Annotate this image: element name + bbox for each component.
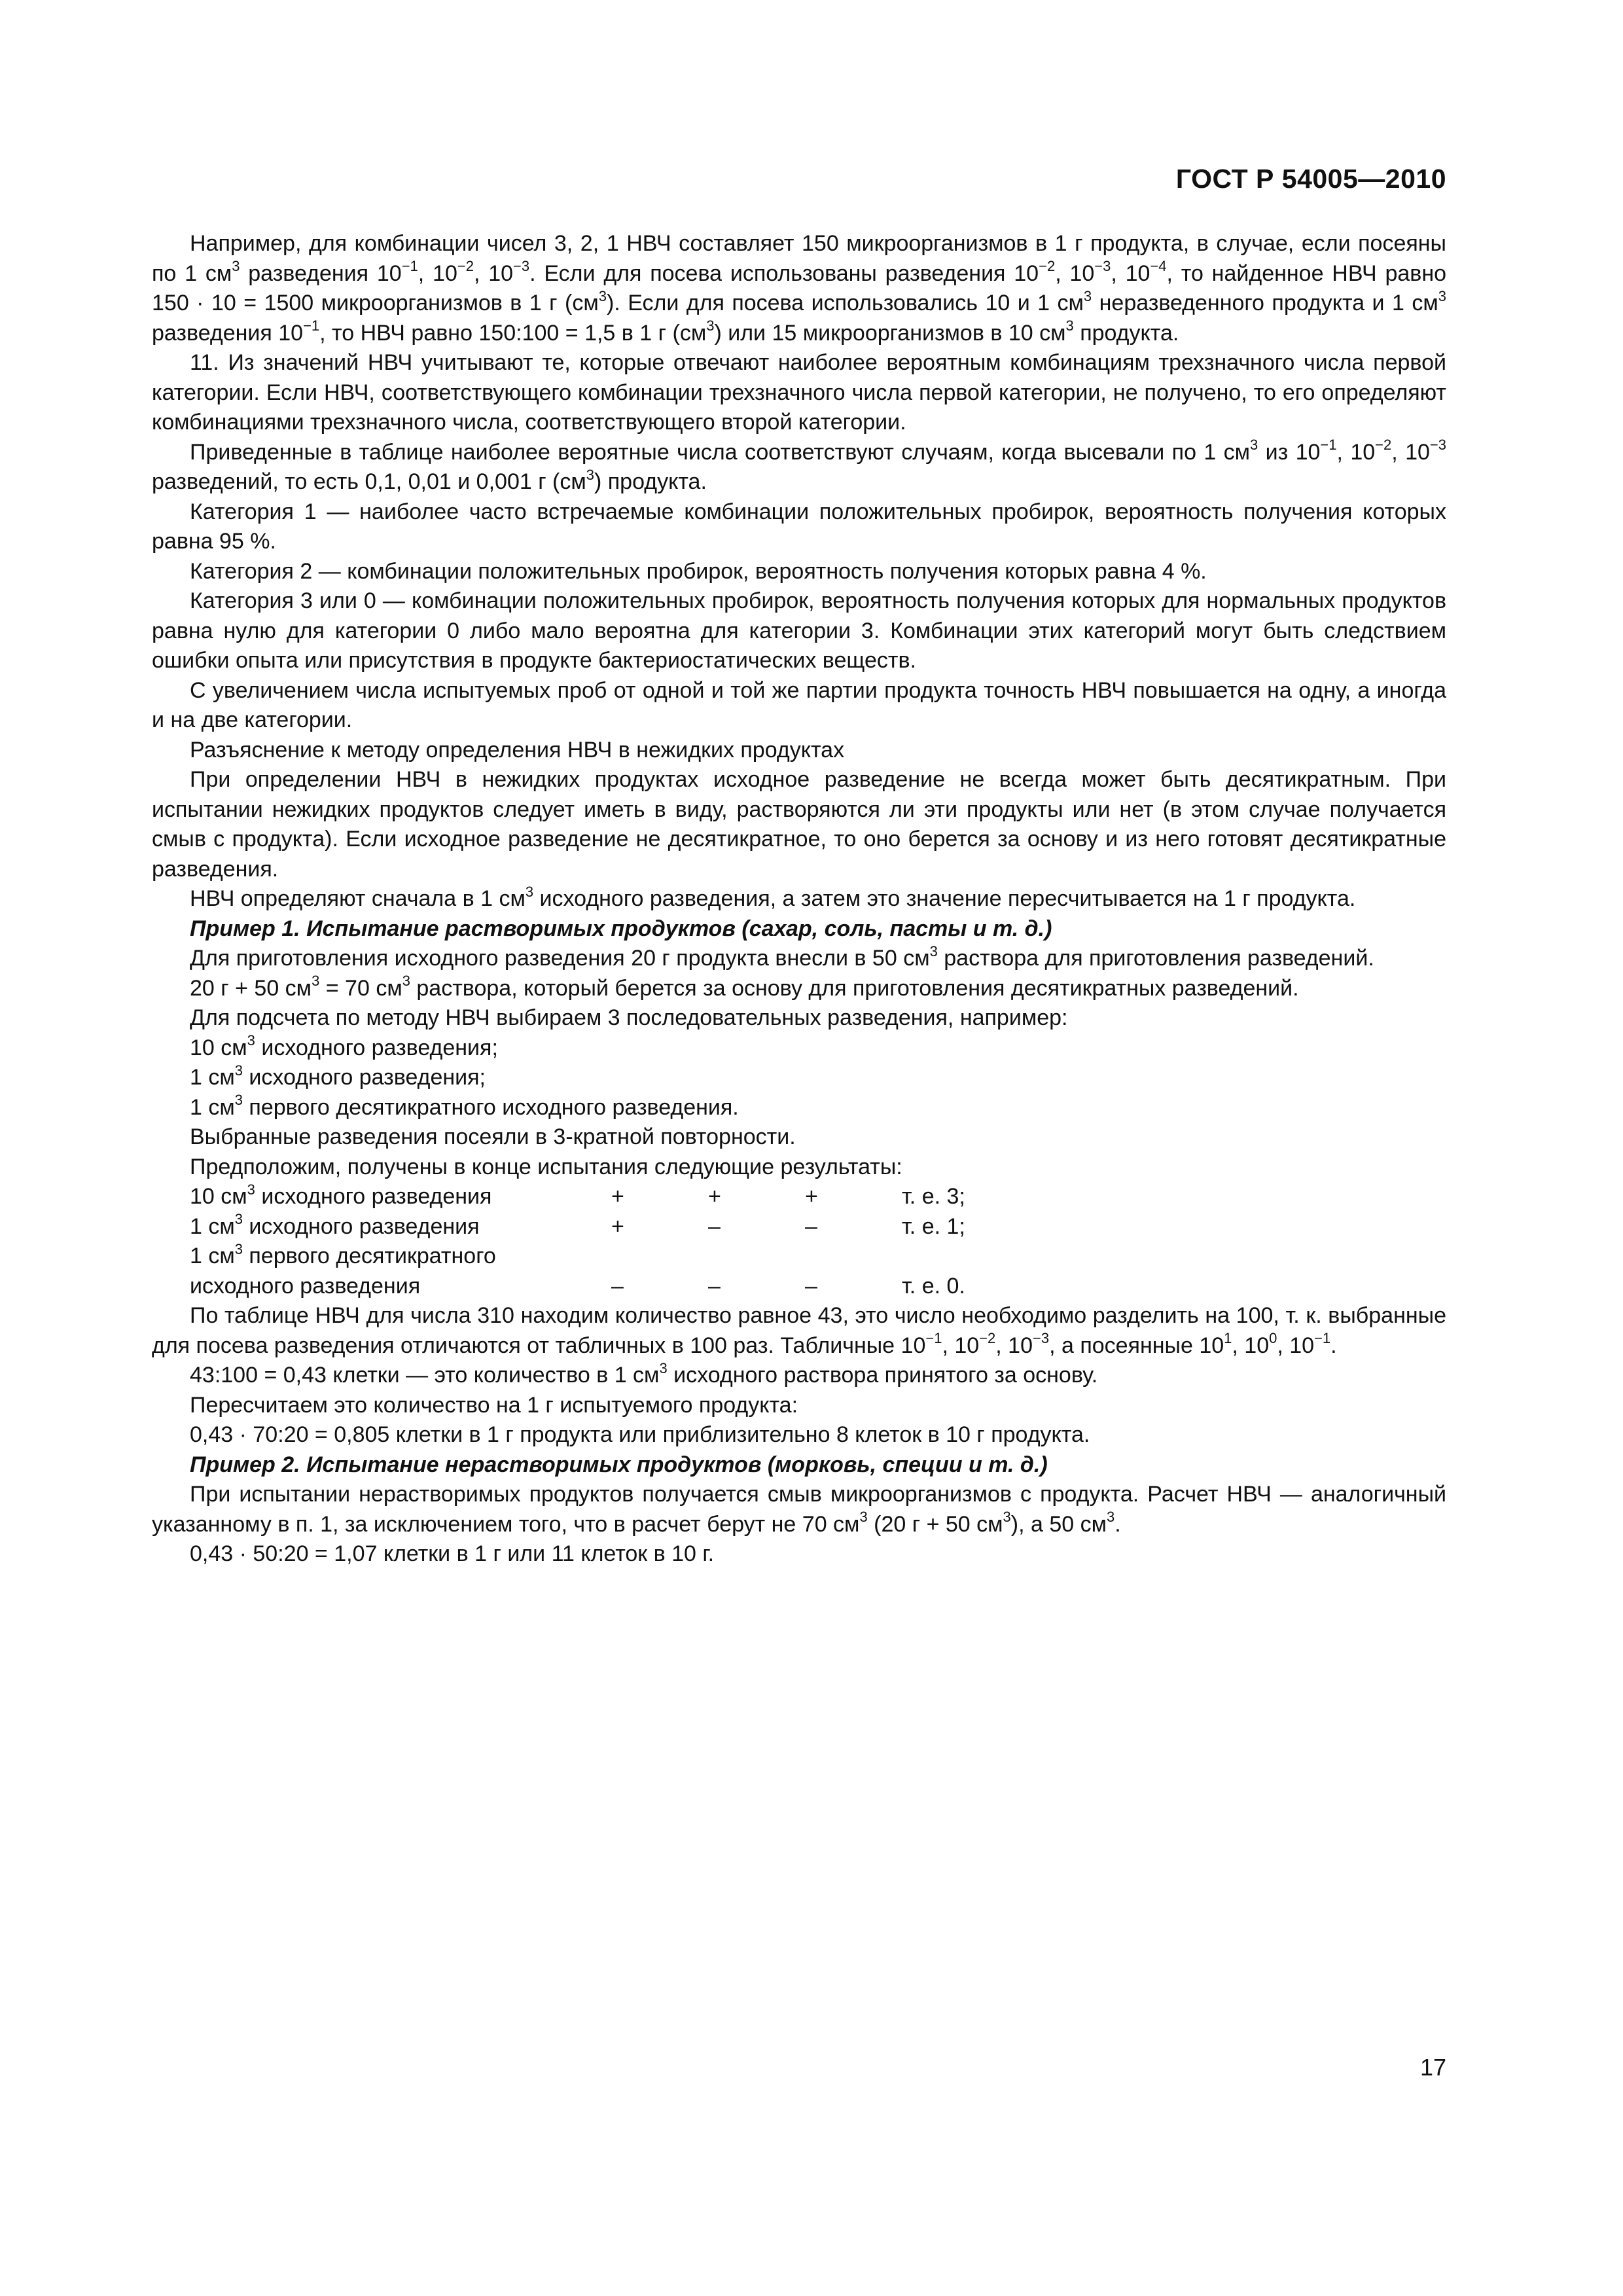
paragraph: 11. Из значений НВЧ учитывают те, которые отвечают наиболее вероятным комбинациям трехзначного числа первой категории. Если НВЧ, соответствующего комбинации трехзначного числа первой категории, не получено, то его определяют комбинациями трехзначного числа, соответствующего второй категории.	[152, 350, 1446, 435]
paragraph: 0,43 · 50:20 = 1,07 клетки в 1 г или 11 клеток в 10 г.	[190, 1541, 715, 1566]
result-sign: –	[805, 1273, 817, 1299]
result-count: т. е. 1;	[902, 1213, 965, 1239]
result-sign: +	[805, 1184, 818, 1209]
result-sign: +	[611, 1184, 624, 1209]
results-row	[190, 1182, 1446, 1212]
paragraph: Пересчитаем это количество на 1 г испытуемого продукта:	[190, 1392, 798, 1418]
example-2-title: Пример 2. Испытание нерастворимых продуктов (морковь, специи и т. д.)	[190, 1452, 1048, 1477]
paragraph: Например, для комбинации чисел 3, 2, 1 НВЧ составляет 150 микроорганизмов в 1 г продукта, в случае, если посеяны по 1 $см^3$ разведения $10^{-1}$, $10^{-2}$, $10^{-3}$. Если для посева использованы разведения $10^{-2}$, $10^{-3}$, $10^{-4}$, то найденное НВЧ равно 150 · 10 = 1500 микроорганизмов в 1 г $(см^3)$. Если для посева использовались 10 и 1 $см^3$ неразведенного продукта и 1 $см^3$ разведения $10^{-1}$, то НВЧ равно 150:100 = 1,5 в 1 г $(см^3)$ или 15 микроорганизмов в 10 $см^3$ продукта.	[152, 231, 1447, 346]
dilution-item: 10 $см^3$ исходного разведения;	[190, 1032, 498, 1060]
results-row	[190, 1212, 1446, 1242]
page-number: 17	[1419, 2054, 1446, 2081]
result-count: т. е. 3;	[902, 1184, 965, 1209]
paragraph: Выбранные разведения посеяли в 3-кратной повторности.	[190, 1124, 796, 1149]
result-sign	[805, 1242, 902, 1272]
paragraph: Категория 3 или 0 — комбинации положительных пробирок, вероятность получения которых для нормальных продуктов равна нулю для категории 0 либо мало вероятна для категории 3. Комбинации этих категорий могут быть следствием ошибки опыта или присутствия в продукте бактериостатических веществ.	[152, 588, 1446, 673]
paragraph: Категория 2 — комбинации положительных пробирок, вероятность получения которых равна 4 %.	[190, 558, 1207, 584]
dilution-item: 1 $см^3$ исходного разведения;	[190, 1062, 486, 1090]
paragraph: При испытании нерастворимых продуктов получается смыв микроорганизмов с продукта. Расчет НВЧ — аналогичный указанному в п. 1, за исключением того, что в расчет берут не 70 $см^3$ (20 г + 50 $см^3$), а 50 $см^3$.	[152, 1482, 1446, 1537]
document-body	[152, 229, 1446, 1570]
paragraph: Для приготовления исходного разведения 20 г продукта внесли в 50 $см^3$ раствора для приготовления разведений.	[190, 942, 1374, 971]
results-row	[190, 1272, 1446, 1302]
result-sign: +	[708, 1184, 721, 1209]
result-count: т. е. 0.	[902, 1273, 965, 1299]
paragraph: 43:100 = 0,43 клетки — это количество в 1 $см^3$ исходного раствора принятого за основу.	[190, 1359, 1098, 1388]
results-label: исходного разведения	[190, 1273, 421, 1299]
result-sign: –	[708, 1273, 721, 1299]
result-count	[902, 1242, 1033, 1272]
paragraph: 20 г + 50 $см^3 = 70$ $см^3$ раствора, который берется за основу для приготовления десятикратных разведений.	[190, 973, 1299, 1001]
result-sign: –	[611, 1273, 624, 1299]
result-sign: –	[805, 1213, 817, 1239]
paragraph: Категория 1 — наиболее часто встречаемые комбинации положительных пробирок, вероятность получения которых равна 95 %.	[152, 499, 1446, 554]
results-label: 10 $см^3$ исходного разведения	[190, 1181, 492, 1209]
results-row	[190, 1242, 1446, 1272]
results-table	[152, 1182, 1446, 1301]
standard-header: ГОСТ Р 54005—2010	[1175, 164, 1446, 194]
paragraph: При определении НВЧ в нежидких продуктах исходное разведение не всегда может быть десятикратным. При испытании нежидких продуктов следует иметь в виду, растворяются ли эти продукты или нет (в этом случае получается смыв с продукта). Если исходное разведение не десятикратное, то оно берется за основу и из него готовят десятикратные разведения.	[152, 767, 1446, 882]
example-1-title: Пример 1. Испытание растворимых продуктов (сахар, соль, пасты и т. д.)	[190, 916, 1052, 941]
paragraph: НВЧ определяют сначала в 1 $см^3$ исходного разведения, а затем это значение пересчитывается на 1 г продукта.	[190, 883, 1356, 911]
paragraph: С увеличением числа испытуемых проб от одной и той же партии продукта точность НВЧ повышается на одну, а иногда и на две категории.	[152, 677, 1446, 732]
results-label: 1 $см^3$ первого десятикратного	[190, 1240, 496, 1268]
paragraph: Предположим, получены в конце испытания следующие результаты:	[190, 1154, 902, 1179]
result-sign: +	[611, 1213, 624, 1239]
result-sign	[708, 1242, 805, 1272]
results-label: 1 $см^3$ исходного разведения	[190, 1211, 480, 1239]
paragraph: 0,43 · 70:20 = 0,805 клетки в 1 г продукта или приблизительно 8 клеток в 10 г продукта.	[190, 1422, 1090, 1447]
paragraph: Для подсчета по методу НВЧ выбираем 3 последовательных разведения, например:	[190, 1005, 1068, 1030]
paragraph: По таблице НВЧ для числа 310 находим количество равное 43, это число необходимо разделить на 100, т. к. выбранные для посева разведения отличаются от табличных в 100 раз. Табличные $10^{-1}$, $10^{-2}$, $10^{-3}$, а посеянные $10^1$, $10^0$, $10^{-1}$.	[152, 1303, 1446, 1358]
result-sign: –	[708, 1213, 721, 1239]
dilution-item: 1 $см^3$ первого десятикратного исходного разведения.	[190, 1092, 739, 1120]
paragraph: Приведенные в таблице наиболее вероятные числа соответствуют случаям, когда высевали по 1 $см^3$ из $10^{-1}$, $10^{-2}$, $10^{-3}$ разведений, то есть 0,1, 0,01 и 0,001 г $(см^3)$ продукта.	[152, 437, 1446, 494]
paragraph: Разъяснение к методу определения НВЧ в нежидких продуктах	[190, 737, 845, 762]
result-sign	[611, 1242, 708, 1272]
